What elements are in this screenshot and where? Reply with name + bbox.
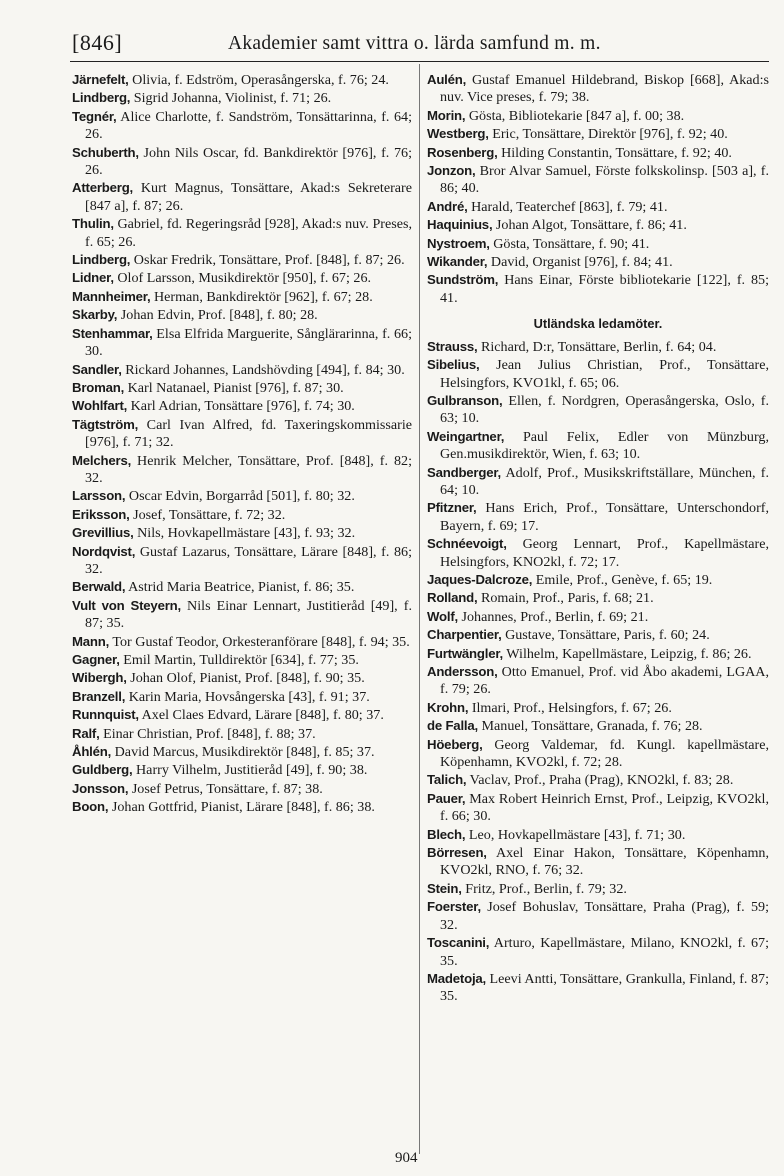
member-entry	[72, 144, 412, 180]
running-title: Akademier samt vittra o. lärda samfund m. m.	[228, 33, 601, 54]
header-rule	[70, 61, 769, 62]
member-name: Wibergh,	[72, 670, 127, 686]
member-details: Harald, Teaterchef [863], f. 79; 41.	[467, 198, 668, 215]
member-entry	[427, 898, 769, 934]
column-divider	[419, 64, 420, 1154]
member-details: Elsa Elfrida Marguerite, Sånglärarinna, f. 66; 30.	[85, 325, 412, 360]
member-entry	[427, 356, 769, 392]
member-name: Jaques-Dalcroze,	[427, 571, 533, 587]
member-name: Atterberg,	[72, 180, 134, 196]
member-entry	[72, 543, 412, 579]
member-name: Charpentier,	[427, 627, 502, 643]
member-details: Oskar Fredrik, Tonsättare, Prof. [848], f. 87; 26.	[130, 252, 405, 269]
foreign-members-heading: Utländska ledamöter.	[533, 316, 663, 332]
member-entry	[72, 379, 412, 397]
member-entry	[72, 780, 412, 798]
member-name: Stein,	[427, 880, 462, 896]
member-entry	[427, 71, 769, 107]
page-header	[70, 30, 768, 60]
member-entry	[427, 338, 769, 356]
member-name: Guldberg,	[72, 762, 133, 778]
member-details: Georg Lennart, Prof., Kapellmästare, Helsingfors, KNO2kl, f. 72; 17.	[440, 536, 769, 570]
member-details: Leo, Hovkapellmästare [43], f. 71; 30.	[465, 826, 686, 843]
member-entry	[72, 706, 412, 724]
member-details: Eric, Tonsättare, Direktör [976], f. 92; 40.	[488, 126, 728, 143]
member-entry	[427, 535, 769, 571]
member-entry	[72, 89, 412, 107]
member-entry	[72, 743, 412, 761]
member-name: Mannheimer,	[72, 288, 151, 304]
member-details: Bror Alvar Samuel, Förste folkskolinsp. [503 a], f. 86; 40.	[440, 163, 769, 197]
member-details: Tor Gustaf Teodor, Orkesteranförare [848], f. 94; 35.	[109, 633, 410, 650]
member-details: Paul Felix, Edler von Münzburg, Gen.musikdirektör, Wien, f. 63; 10.	[440, 428, 769, 463]
member-entry	[72, 215, 412, 251]
member-name: Nystroem,	[427, 235, 490, 251]
member-entry	[72, 798, 412, 816]
member-name: André,	[427, 198, 468, 214]
member-details: Otto Emanuel, Prof. vid Åbo akademi, LGAA, f. 79; 26.	[440, 664, 769, 698]
member-entry	[427, 970, 769, 1006]
member-details: Gustave, Tonsättare, Paris, f. 60; 24.	[501, 627, 710, 644]
member-name: Melchers,	[72, 452, 132, 468]
member-entry	[427, 826, 769, 844]
member-details: Johan Gottfrid, Pianist, Lärare [848], f. 86; 38.	[108, 799, 375, 816]
member-entry	[427, 844, 769, 880]
member-details: David, Organist [976], f. 84; 41.	[487, 254, 673, 271]
member-entry	[427, 125, 769, 143]
member-name: Wohlfart,	[72, 398, 128, 414]
member-name: Sundström,	[427, 272, 499, 288]
member-entry	[72, 108, 412, 144]
member-entry	[72, 251, 412, 269]
member-details: Kurt Magnus, Tonsättare, Akad:s Sekreterare [847 a], f. 87; 26.	[85, 180, 412, 214]
member-entry	[427, 162, 769, 198]
member-entry	[72, 397, 412, 415]
member-name: Larsson,	[72, 488, 126, 504]
member-details: Josef Bohuslav, Tonsättare, Praha (Prag), f. 59; 32.	[440, 899, 769, 933]
foreign-members-list	[427, 338, 769, 1006]
member-name: Blech,	[427, 826, 466, 842]
member-details: Axel Einar Hakon, Tonsättare, Köpenhamn, KVO2kl, RNO, f. 76; 32.	[440, 845, 769, 879]
member-name: Lindberg,	[72, 252, 131, 268]
member-name: Weingartner,	[427, 428, 505, 444]
member-name: Åhlén,	[72, 744, 112, 760]
member-name: Westberg,	[427, 126, 489, 142]
member-name: Sibelius,	[427, 357, 480, 373]
member-details: Olof Larsson, Musikdirektör [950], f. 67; 26.	[113, 270, 372, 287]
member-details: Karl Natanael, Pianist [976], f. 87; 30.	[124, 379, 344, 396]
member-entry	[72, 306, 412, 324]
member-details: David Marcus, Musikdirektör [848], f. 85; 37.	[111, 744, 375, 761]
member-entry	[427, 589, 769, 607]
member-entry	[72, 506, 412, 524]
member-entry	[427, 392, 769, 428]
member-details: Gösta, Bibliotekarie [847 a], f. 00; 38.	[465, 107, 685, 124]
page-number: 904	[395, 1150, 418, 1166]
member-details: Gösta, Tonsättare, f. 90; 41.	[489, 235, 650, 252]
member-name: Sandberger,	[427, 464, 502, 480]
member-name: Wolf,	[427, 608, 458, 624]
member-entry	[427, 428, 769, 464]
member-entry	[72, 452, 412, 488]
member-name: Nordqvist,	[72, 543, 136, 559]
member-name: Gagner,	[72, 652, 120, 667]
member-details: Gustaf Lazarus, Tonsättare, Lärare [848], f. 86; 32.	[85, 543, 412, 577]
member-details: Hans Erich, Prof., Tonsättare, Unterschondorf, Bayern, f. 69; 17.	[440, 500, 769, 534]
member-details: Vaclav, Prof., Praha (Prag), KNO2kl, f. 83; 28.	[466, 772, 734, 789]
member-entry	[427, 235, 769, 253]
member-entry	[427, 934, 769, 970]
member-details: John Nils Oscar, fd. Bankdirektör [976], f. 76; 26.	[85, 144, 412, 179]
member-entry	[427, 253, 769, 271]
member-details: Manuel, Tonsättare, Granada, f. 76; 28.	[477, 718, 703, 735]
member-name: Boon,	[72, 799, 109, 815]
member-name: Toscanini,	[427, 935, 490, 951]
member-entry	[427, 771, 769, 789]
member-name: Stenhammar,	[72, 325, 153, 341]
member-name: Aulén,	[427, 72, 467, 87]
member-entry	[72, 179, 412, 215]
member-entry	[427, 144, 769, 162]
member-details: Ilmari, Prof., Helsingfors, f. 67; 26.	[468, 699, 672, 716]
member-entry	[427, 464, 769, 500]
member-name: Furtwängler,	[427, 645, 504, 661]
member-name: Rolland,	[427, 590, 478, 606]
member-entry	[72, 725, 412, 743]
right-column	[427, 71, 769, 1006]
member-entry	[72, 669, 412, 687]
member-details: Carl Ivan Alfred, fd. Taxeringskommissarie [976], f. 71; 32.	[85, 416, 412, 451]
member-name: Schnéevoigt,	[427, 536, 507, 552]
member-name: de Falla,	[427, 718, 478, 734]
right-column-entries	[427, 71, 769, 307]
member-name: Rosenberg,	[427, 144, 498, 160]
member-entry	[72, 761, 412, 779]
member-name: Pauer,	[427, 790, 466, 806]
member-details: Alice Charlotte, f. Sandström, Tonsättarinna, f. 64; 26.	[85, 108, 412, 143]
member-name: Järnefelt,	[72, 72, 129, 87]
member-details: Karl Adrian, Tonsättare [976], f. 74; 30.	[127, 398, 355, 415]
member-entry	[72, 269, 412, 287]
member-name: Thulin,	[72, 216, 114, 232]
member-name: Börresen,	[427, 845, 487, 861]
member-details: Johannes, Prof., Berlin, f. 69; 21.	[457, 608, 649, 625]
member-entry	[427, 107, 769, 125]
member-entry	[427, 736, 769, 772]
member-entry	[427, 499, 769, 535]
member-name: Madetoja,	[427, 970, 487, 986]
member-entry	[72, 288, 412, 306]
member-entry	[72, 597, 412, 633]
member-details: Hans Einar, Förste bibliotekarie [122], f. 85; 41.	[440, 272, 769, 306]
member-name: Wikander,	[427, 254, 488, 270]
member-name: Andersson,	[427, 664, 498, 679]
member-name: Eriksson,	[72, 506, 130, 522]
member-entry	[427, 645, 769, 663]
member-entry	[427, 216, 769, 234]
member-details: Jean Julius Christian, Prof., Tonsättare, Helsingfors, KVO1kl, f. 65; 06.	[440, 357, 769, 391]
member-name: Runnquist,	[72, 707, 139, 723]
member-entry	[427, 663, 769, 699]
member-details: Gabriel, fd. Regeringsråd [928], Akad:s nuv. Preses, f. 65; 26.	[85, 216, 412, 250]
member-name: Jonsson,	[72, 780, 129, 796]
member-details: Herman, Bankdirektör [962], f. 67; 28.	[150, 288, 373, 305]
member-entry	[427, 271, 769, 307]
member-entry	[72, 524, 412, 542]
member-entry	[427, 608, 769, 626]
member-entry	[72, 688, 412, 706]
member-details: Astrid Maria Beatrice, Pianist, f. 86; 35.	[125, 579, 355, 596]
member-entry	[427, 790, 769, 826]
member-name: Vult von Steyern,	[72, 597, 181, 613]
member-entry	[427, 626, 769, 644]
member-details: Josef, Tonsättare, f. 72; 32.	[129, 506, 286, 523]
member-details: Romain, Prof., Paris, f. 68; 21.	[477, 590, 654, 607]
member-details: Emile, Prof., Genève, f. 65; 19.	[532, 571, 713, 588]
member-details: Gustaf Emanuel Hildebrand, Biskop [668], Akad:s nuv. Vice preses, f. 79; 38.	[440, 72, 769, 106]
page-reference: [846]	[72, 30, 123, 55]
member-details: Emil Martin, Tulldirektör [634], f. 77; 35.	[119, 652, 359, 668]
member-details: Hilding Constantin, Tonsättare, f. 92; 40.	[497, 144, 732, 161]
member-details: Nils Einar Lennart, Justitieråd [49], f. 87; 35.	[85, 597, 412, 632]
member-name: Foerster,	[427, 899, 481, 915]
member-name: Jonzon,	[427, 163, 476, 179]
member-details: Wilhelm, Kapellmästare, Leipzig, f. 86; 26.	[503, 645, 752, 662]
member-name: Pfitzner,	[427, 500, 477, 516]
member-name: Ralf,	[72, 725, 100, 741]
member-details: Johan Algot, Tonsättare, f. 86; 41.	[492, 217, 687, 234]
member-entry	[427, 198, 769, 216]
member-details: Olivia, f. Edström, Operasångerska, f. 76; 24.	[128, 72, 389, 88]
member-details: Nils, Hovkapellmästare [43], f. 93; 32.	[133, 525, 356, 542]
member-name: Skarby,	[72, 307, 118, 323]
member-name: Haquinius,	[427, 217, 493, 233]
member-details: Axel Claes Edvard, Lärare [848], f. 80; 37.	[138, 707, 384, 724]
member-name: Lindberg,	[72, 90, 131, 106]
member-details: Adolf, Prof., Musikskriftställare, München, f. 64; 10.	[440, 464, 769, 498]
member-entry	[72, 487, 412, 505]
member-details: Josef Petrus, Tonsättare, f. 87; 38.	[128, 780, 323, 797]
member-details: Johan Olof, Pianist, Prof. [848], f. 90; 35.	[126, 670, 365, 687]
member-name: Sandler,	[72, 361, 122, 377]
member-name: Morin,	[427, 107, 466, 123]
member-name: Schuberth,	[72, 144, 139, 160]
member-name: Mann,	[72, 633, 110, 649]
left-column	[72, 71, 412, 817]
member-entry	[72, 71, 412, 89]
member-name: Tägtström,	[72, 416, 139, 432]
member-entry	[72, 361, 412, 379]
member-name: Krohn,	[427, 699, 469, 715]
member-details: Arturo, Kapellmästare, Milano, KNO2kl, f. 67; 35.	[440, 935, 769, 969]
member-details: Max Robert Heinrich Ernst, Prof., Leipzig, KVO2kl, f. 66; 30.	[440, 790, 769, 825]
member-details: Rickard Johannes, Landshövding [494], f. 84; 30.	[121, 361, 405, 378]
member-entry	[72, 578, 412, 596]
member-details: Harry Vilhelm, Justitieråd [49], f. 90; 38.	[132, 762, 368, 779]
member-details: Karin Maria, Hovsångerska [43], f. 91; 37.	[125, 688, 370, 705]
member-entry	[427, 699, 769, 717]
member-entry	[72, 633, 412, 651]
member-details: Richard, D:r, Tonsättare, Berlin, f. 64; 04.	[477, 338, 717, 355]
member-name: Tegnér,	[72, 108, 117, 124]
member-name: Höeberg,	[427, 736, 483, 752]
member-name: Branzell,	[72, 688, 126, 704]
member-details: Johan Edvin, Prof. [848], f. 80; 28.	[117, 307, 318, 324]
member-entry	[72, 416, 412, 452]
member-details: Georg Valdemar, fd. Kungl. kapellmästare, Köpenhamn, KVO2kl, f. 72; 28.	[440, 736, 769, 771]
member-entry	[427, 880, 769, 898]
member-name: Broman,	[72, 379, 125, 395]
member-name: Talich,	[427, 772, 467, 788]
member-entry	[427, 571, 769, 589]
member-name: Grevillius,	[72, 525, 134, 541]
member-entry	[72, 325, 412, 361]
member-details: Leevi Antti, Tonsättare, Grankulla, Finland, f. 87; 35.	[440, 970, 769, 1005]
member-details: Fritz, Prof., Berlin, f. 79; 32.	[461, 880, 627, 897]
member-entry	[427, 717, 769, 735]
member-name: Berwald,	[72, 579, 126, 595]
member-details: Ellen, f. Nordgren, Operasångerska, Oslo, f. 63; 10.	[440, 392, 769, 427]
member-details: Einar Christian, Prof. [848], f. 88; 37.	[99, 725, 316, 742]
member-name: Strauss,	[427, 338, 478, 354]
member-name: Lidner,	[72, 270, 114, 286]
member-details: Oscar Edvin, Borgarråd [501], f. 80; 32.	[125, 488, 355, 505]
member-entry	[72, 651, 412, 669]
member-details: Henrik Melcher, Tonsättare, Prof. [848], f. 82; 32.	[85, 452, 412, 486]
member-name: Gulbranson,	[427, 392, 503, 408]
member-details: Sigrid Johanna, Violinist, f. 71; 26.	[130, 90, 332, 107]
